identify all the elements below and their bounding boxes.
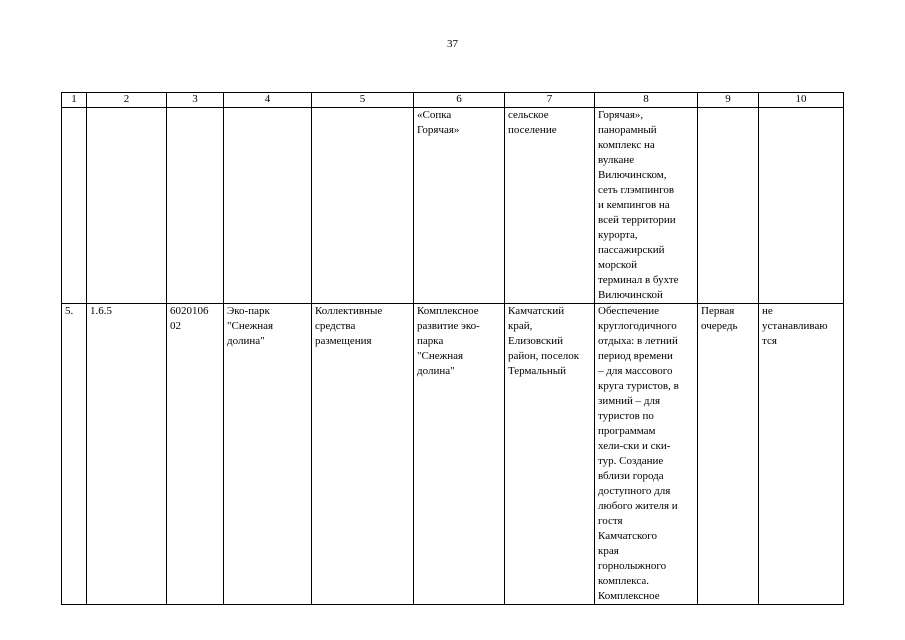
table-cell: Комплексное развитие эко- парка "Снежная долина": [414, 304, 505, 605]
table-row-continuation: [62, 108, 844, 304]
column-header: 10: [759, 93, 844, 108]
column-header: 8: [595, 93, 698, 108]
table-cell: [759, 108, 844, 304]
column-header: 1: [62, 93, 87, 108]
column-header: 5: [312, 93, 414, 108]
table-cell: [312, 108, 414, 304]
table-cell: Обеспечение круглогодичного отдыха: в летний период времени – для массового круга туристов, в зимний – для туристов по программам хели-ски и ски- тур. Создание вблизи города доступного для любого жителя и гостя Камчатского края горнолыжного комплекса. Комплексное: [595, 304, 698, 605]
table-cell: [87, 108, 167, 304]
column-header: 2: [87, 93, 167, 108]
table-cell: [698, 108, 759, 304]
column-header: 7: [505, 93, 595, 108]
table-cell: «Сопка Горячая»: [414, 108, 505, 304]
table-cell: 6020106 02: [167, 304, 224, 605]
column-header: 3: [167, 93, 224, 108]
column-header: 6: [414, 93, 505, 108]
table-cell: 5.: [62, 304, 87, 605]
page-number: 37: [447, 38, 458, 50]
column-header: 9: [698, 93, 759, 108]
table-cell: Коллективные средства размещения: [312, 304, 414, 605]
table-cell: 1.6.5: [87, 304, 167, 605]
table-cell: сельское поселение: [505, 108, 595, 304]
table-cell: [167, 108, 224, 304]
table-cell: Первая очередь: [698, 304, 759, 605]
table-header-row: [62, 93, 844, 108]
table-cell: [224, 108, 312, 304]
table-cell: Горячая», панорамный комплекс на вулкане Вилючинском, сеть глэмпингов и кемпингов на всей территории курорта, пассажирский морской терминал в бухте Вилючинской: [595, 108, 698, 304]
table-cell: [62, 108, 87, 304]
table-cell: не устанавливаю тся: [759, 304, 844, 605]
data-table: [61, 92, 844, 605]
table-cell: Камчатский край, Елизовский район, поселок Термальный: [505, 304, 595, 605]
column-header: 4: [224, 93, 312, 108]
table-row-5: [62, 304, 844, 605]
table-cell: Эко-парк "Снежная долина": [224, 304, 312, 605]
